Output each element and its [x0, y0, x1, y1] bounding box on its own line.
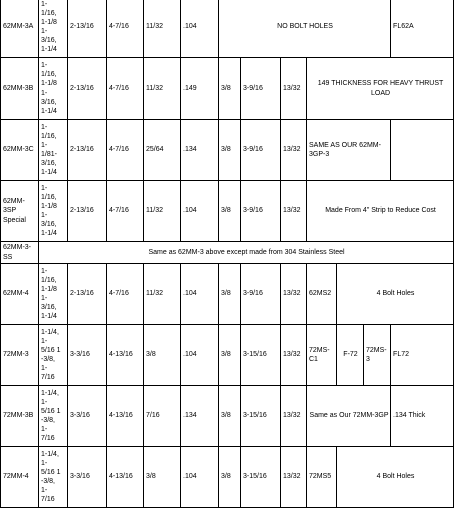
dimension-cell: 13/32: [281, 386, 307, 447]
thickness-cell: .104: [181, 325, 219, 386]
dimension-cell: 2-13/16: [68, 0, 107, 58]
thickness-cell: .134: [181, 120, 219, 181]
model-cell: 62MM-3C: [1, 120, 39, 181]
dimension-cell: 2-13/16: [68, 264, 107, 325]
dimension-cell: 3/8: [144, 447, 181, 508]
dimension-cell: 3/8: [219, 120, 241, 181]
dimension-cell: 3/8: [219, 325, 241, 386]
shaft-sizes-cell: 1-1/4, 1- 5/16 1 -3/8, 1- 7/16: [39, 325, 68, 386]
dimension-cell: 11/32: [144, 0, 181, 58]
dimension-cell: 11/32: [144, 58, 181, 120]
table-row: [1, 386, 454, 447]
note-cell: Made From 4" Strip to Reduce Cost: [307, 181, 454, 242]
dimension-cell: 11/32: [144, 264, 181, 325]
dimension-cell: 3-9/16: [241, 181, 281, 242]
table-row: [1, 264, 454, 325]
dimension-cell: 7/16: [144, 386, 181, 447]
shaft-sizes-cell: 1- 1/16, 1-1/8 1- 3/16, 1-1/4: [39, 264, 68, 325]
shaft-sizes-cell: 1- 1/16, 1-1/8 1- 3/16, 1-1/4: [39, 181, 68, 242]
model-cell: 62MM-3-SS: [1, 242, 39, 264]
dimension-cell: 3/8: [219, 386, 241, 447]
note-cell: 149 THICKNESS FOR HEAVY THRUST LOAD: [307, 58, 454, 120]
dimension-cell: 2-13/16: [68, 120, 107, 181]
dimension-cell: 3-15/16: [241, 447, 281, 508]
note-cell: 4 Bolt Holes: [337, 447, 454, 508]
dimension-cell: 3-3/16: [68, 325, 107, 386]
note-cell: Same as 62MM-3 above except made from 304 Stainless Steel: [39, 242, 454, 264]
model-cell: 72MM-3: [1, 325, 39, 386]
shaft-sizes-cell: 1- 1/16, 1-1/8 1- 3/16, 1-1/4: [39, 58, 68, 120]
dimension-cell: 4-7/16: [107, 58, 144, 120]
table-row: [1, 120, 454, 181]
shaft-sizes-cell: 1-1/4, 1- 5/16 1 -3/8, 1- 7/16: [39, 447, 68, 508]
dimension-cell: 13/32: [281, 264, 307, 325]
model-cell: 72MM-4: [1, 447, 39, 508]
dimension-cell: 3-15/16: [241, 386, 281, 447]
table-row: [1, 181, 454, 242]
dimension-cell: 3/8: [219, 447, 241, 508]
table-row: [1, 242, 454, 264]
part-number-cell: 62MS2: [307, 264, 337, 325]
dimension-cell: 13/32: [281, 120, 307, 181]
dimension-cell: 3/8: [219, 264, 241, 325]
note-cell: 4 Bolt Holes: [337, 264, 454, 325]
note-cell: NO BOLT HOLES: [219, 0, 391, 58]
thickness-cell: .104: [181, 264, 219, 325]
model-cell: 72MM-3B: [1, 386, 39, 447]
dimension-cell: 4-13/16: [107, 386, 144, 447]
dimension-cell: 4-7/16: [107, 120, 144, 181]
shaft-sizes-cell: 1- 1/16, 1- 1/81- 3/16, 1-1/4: [39, 120, 68, 181]
dimension-cell: 3-9/16: [241, 264, 281, 325]
dimension-cell: 2-13/16: [68, 181, 107, 242]
dimension-cell: 25/64: [144, 120, 181, 181]
dimension-cell: 4-13/16: [107, 325, 144, 386]
dimension-cell: 3-9/16: [241, 120, 281, 181]
part-number-cell: 72MS5: [307, 447, 337, 508]
shaft-sizes-cell: 1-1/4, 1- 5/16 1 -3/8, 1- 7/16: [39, 386, 68, 447]
thickness-cell: .134: [181, 386, 219, 447]
part-number-cell: F-72: [337, 325, 364, 386]
dimension-cell: 13/32: [281, 181, 307, 242]
thickness-cell: .104: [181, 447, 219, 508]
dimension-cell: 3-9/16: [241, 58, 281, 120]
note-cell: SAME AS OUR 62MM-3GP-3: [307, 120, 391, 181]
model-cell: 62MM-3B: [1, 58, 39, 120]
dimension-cell: 13/32: [281, 325, 307, 386]
dimension-cell: 3-3/16: [68, 386, 107, 447]
model-cell: 62MM-4: [1, 264, 39, 325]
dimension-cell: 3-15/16: [241, 325, 281, 386]
dimension-cell: 4-13/16: [107, 447, 144, 508]
table-row: [1, 447, 454, 508]
dimension-cell: 3/8: [219, 58, 241, 120]
dimension-cell: 4-7/16: [107, 264, 144, 325]
dimension-cell: 4-7/16: [107, 0, 144, 58]
part-number-cell: FL62A: [391, 0, 454, 58]
dimension-cell: 3/8: [219, 181, 241, 242]
part-number-cell: .134 Thick: [391, 386, 454, 447]
model-cell: 62MM-3SP Special: [1, 181, 39, 242]
thickness-cell: .104: [181, 181, 219, 242]
dimension-cell: 11/32: [144, 181, 181, 242]
dimension-cell: 13/32: [281, 447, 307, 508]
table-row: [1, 58, 454, 120]
dimension-cell: 3-3/16: [68, 447, 107, 508]
note-cell: Same as Our 72MM-3GP: [307, 386, 391, 447]
part-number-cell: FL72: [391, 325, 454, 386]
part-number-cell: 72MS-3: [364, 325, 391, 386]
model-cell: 62MM-3A: [1, 0, 39, 58]
dimension-cell: 2-13/16: [68, 58, 107, 120]
thickness-cell: .104: [181, 0, 219, 58]
table-row: [1, 0, 454, 58]
table-row: [1, 325, 454, 386]
part-number-cell: 72MS-C1: [307, 325, 337, 386]
dimension-cell: 3/8: [144, 325, 181, 386]
dimension-cell: 4-7/16: [107, 181, 144, 242]
shaft-sizes-cell: 1- 1/16, 1-1/8 1- 3/16, 1-1/4: [39, 0, 68, 58]
dimension-cell: 13/32: [281, 58, 307, 120]
thickness-cell: .149: [181, 58, 219, 120]
